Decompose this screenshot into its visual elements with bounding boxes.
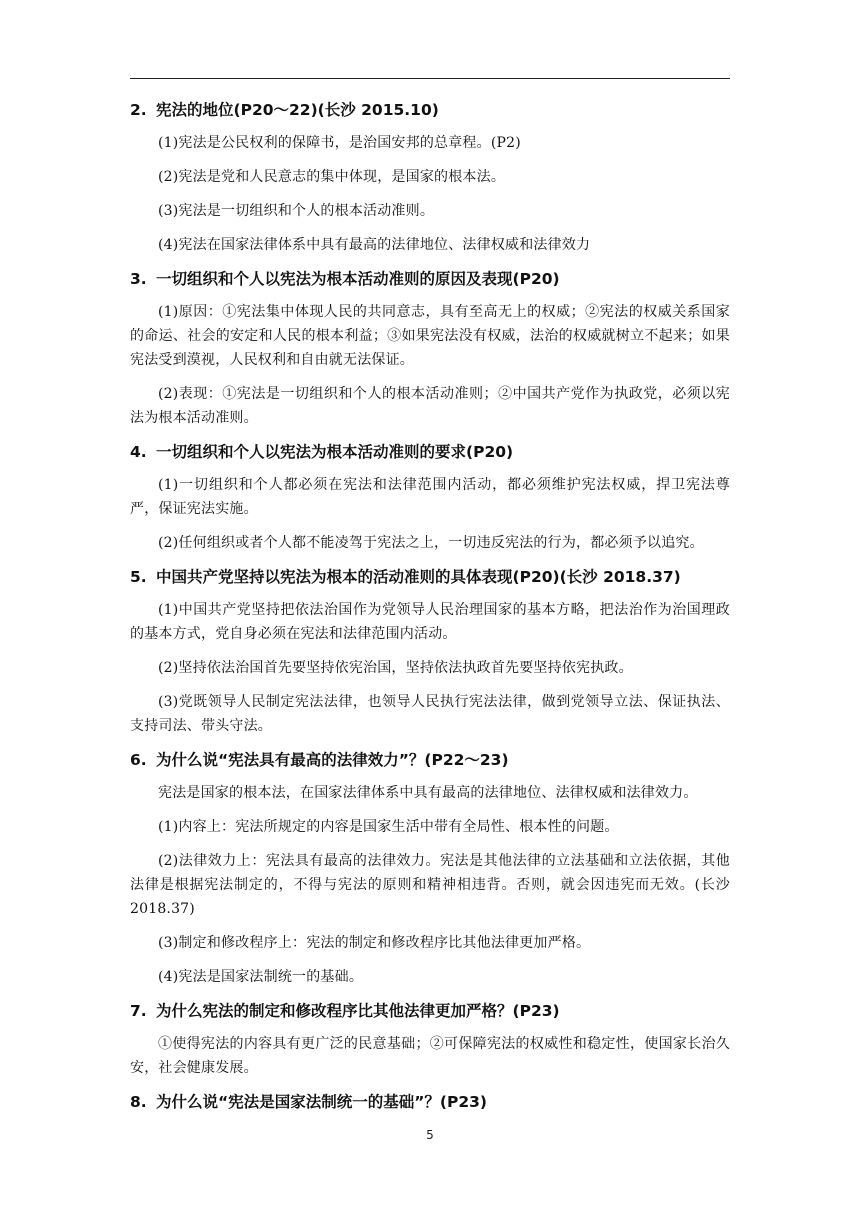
paragraph: (3)宪法是一切组织和个人的根本活动准则。 xyxy=(158,203,435,219)
section-title: 宪法的地位(P20～22)(长沙 2015.10) xyxy=(156,101,439,119)
paragraph: (1)宪法是公民权利的保障书，是治国安邦的总章程。(P2) xyxy=(158,135,521,151)
paragraph: (3)制定和修改程序上：宪法的制定和修改程序比其他法律更加严格。 xyxy=(158,935,591,951)
section-title: 为什么宪法的制定和修改程序比其他法律更加严格？(P23) xyxy=(156,1002,560,1020)
paragraph: (1)中国共产党坚持把依法治国作为党领导人民治理国家的基本方略，把法治作为治国理政的基本方式，党自身必须在宪法和法律范围内活动。 xyxy=(130,602,730,642)
section-title: 为什么说“宪法是国家法制统一的基础”？(P23) xyxy=(156,1093,487,1111)
paragraph: (4)宪法是国家法制统一的基础。 xyxy=(158,969,364,985)
paragraph: (4)宪法在国家法律体系中具有最高的法律地位、法律权威和法律效力 xyxy=(158,237,591,253)
section-number: 5. xyxy=(130,568,147,586)
paragraph: (1)原因：①宪法集中体现人民的共同意志，具有至高无上的权威；②宪法的权威关系国家的命运、社会的安定和人民的根本利益；③如果宪法没有权威，法治的权威就树立不起来；如果宪法受到漠视，人民权利和自由就无法保证。 xyxy=(130,304,730,368)
section-7 xyxy=(130,999,730,1080)
header-rule xyxy=(130,78,730,79)
section-number: 3. xyxy=(130,270,147,288)
paragraph: (2)表现：①宪法是一切组织和个人的根本活动准则；②中国共产党作为执政党，必须以宪法为根本活动准则。 xyxy=(130,386,730,426)
paragraph: (3)党既领导人民制定宪法法律，也领导人民执行宪法法律，做到党领导立法、保证执法、支持司法、带头守法。 xyxy=(130,694,730,734)
paragraph: (2)任何组织或者个人都不能凌驾于宪法之上，一切违反宪法的行为，都必须予以追究。 xyxy=(158,535,704,551)
section-title: 一切组织和个人以宪法为根本活动准则的要求(P20) xyxy=(156,443,514,461)
section-title: 为什么说“宪法具有最高的法律效力”？(P22～23) xyxy=(156,751,509,769)
section-heading xyxy=(130,748,730,772)
section-heading xyxy=(130,1090,730,1114)
page-number: 5 xyxy=(426,1128,434,1142)
section-number: 4. xyxy=(130,443,147,461)
section-title: 一切组织和个人以宪法为根本活动准则的原因及表现(P20) xyxy=(156,270,560,288)
document-body xyxy=(130,98,730,1123)
section-heading xyxy=(130,999,730,1023)
section-number: 6. xyxy=(130,751,147,769)
section-number: 7. xyxy=(130,1002,147,1020)
section-title: 中国共产党坚持以宪法为根本的活动准则的具体表现(P20)(长沙 2018.37) xyxy=(156,568,681,586)
section-2 xyxy=(130,98,730,257)
paragraph: (2)宪法是党和人民意志的集中体现，是国家的根本法。 xyxy=(158,169,506,185)
section-3 xyxy=(130,267,730,430)
paragraph: (1)内容上：宪法所规定的内容是国家生活中带有全局性、根本性的问题。 xyxy=(158,819,619,835)
paragraph: 宪法是国家的根本法，在国家法律体系中具有最高的法律地位、法律权威和法律效力。 xyxy=(158,785,698,801)
section-5 xyxy=(130,565,730,738)
section-heading xyxy=(130,98,730,122)
section-heading xyxy=(130,565,730,589)
section-heading xyxy=(130,440,730,464)
paragraph: (2)坚持依法治国首先要坚持依宪治国，坚持依法执政首先要坚持依宪执政。 xyxy=(158,660,633,676)
paragraph: (2)法律效力上：宪法具有最高的法律效力。宪法是其他法律的立法基础和立法依据，其他法律是根据宪法制定的，不得与宪法的原则和精神相违背。否则，就会因违宪而无效。(长沙 2018.37) xyxy=(130,853,730,917)
section-heading xyxy=(130,267,730,291)
section-6 xyxy=(130,748,730,989)
section-number: 8. xyxy=(130,1093,147,1111)
section-8 xyxy=(130,1090,730,1114)
paragraph: (1)一切组织和个人都必须在宪法和法律范围内活动，都必须维护宪法权威，捍卫宪法尊严，保证宪法实施。 xyxy=(130,477,730,517)
section-number: 2. xyxy=(130,101,147,119)
section-4 xyxy=(130,440,730,555)
paragraph: ①使得宪法的内容具有更广泛的民意基础；②可保障宪法的权威性和稳定性，使国家长治久安，社会健康发展。 xyxy=(130,1036,730,1076)
